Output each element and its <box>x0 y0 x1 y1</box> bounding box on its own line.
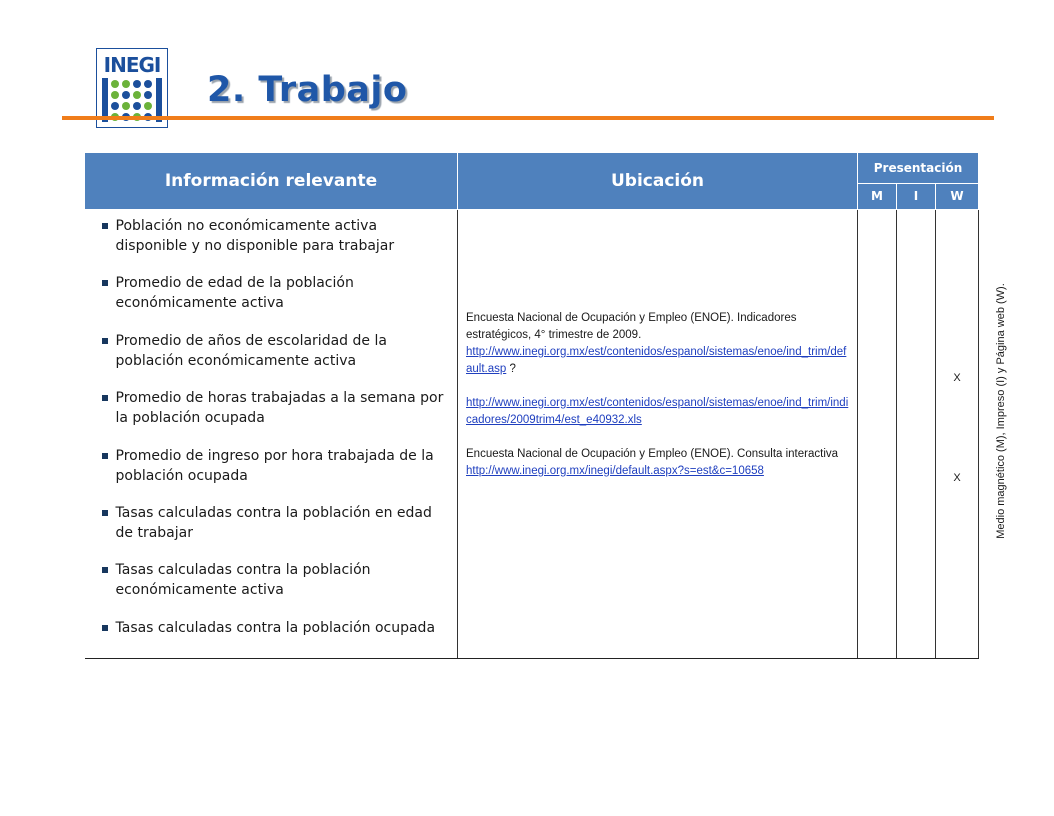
source-enoe-indicadores: Encuesta Nacional de Ocupación y Empleo (ENOE). Indicadores estratégicos, 4° trimestre de 2009. <box>466 312 797 341</box>
w-cell <box>936 210 979 659</box>
info-table <box>84 152 979 659</box>
header-presentacion: Presentación <box>858 153 979 184</box>
w-mark: X <box>953 372 961 384</box>
header-informacion: Información relevante <box>85 153 458 210</box>
side-note-text: Medio magnético (M), Impreso (I) y Página web (W). <box>995 283 1007 539</box>
table-row <box>85 210 979 659</box>
list-item-text: Promedio de edad de la población económicamente activa <box>115 275 354 312</box>
list-item-text: Tasas calculadas contra la población económicamente activa <box>115 562 371 599</box>
bullet-icon <box>102 223 108 229</box>
link-suffix: ? <box>506 363 516 375</box>
list-item-text: Promedio de ingreso por hora trabajada de la población ocupada <box>115 447 434 484</box>
list-item-text: Tasas calculadas contra la población en edad de trabajar <box>115 504 432 541</box>
info-list <box>85 210 458 638</box>
page-title: 2. Trabajo <box>207 70 408 110</box>
bullet-icon <box>102 395 108 401</box>
header-i: I <box>897 183 936 209</box>
list-item <box>102 446 454 486</box>
list-item-text: Promedio de años de escolaridad de la población económicamente activa <box>115 332 387 369</box>
link-consulta-interactiva[interactable]: http://www.inegi.org.mx/inegi/default.aspx?s=est&c=10658 <box>466 465 764 477</box>
list-item-text: Promedio de horas trabajadas a la semana por la población ocupada <box>115 390 444 427</box>
header-ubicacion: Ubicación <box>458 153 858 210</box>
bullet-icon <box>102 453 108 459</box>
informacion-cell <box>85 210 458 659</box>
w-mark: X <box>953 472 961 484</box>
bullet-icon <box>102 625 108 631</box>
header-w: W <box>936 183 979 209</box>
list-item <box>102 216 454 256</box>
list-item <box>102 503 454 543</box>
source-enoe-consulta: Encuesta Nacional de Ocupación y Empleo (ENOE). Consulta interactiva <box>466 448 839 460</box>
link-ind-trim[interactable]: http://www.inegi.org.mx/est/contenidos/espanol/sistemas/enoe/ind_trim/default.asp <box>466 346 847 375</box>
side-note <box>992 256 1010 566</box>
bullet-icon <box>102 338 108 344</box>
bullet-icon <box>102 510 108 516</box>
ubicacion-cell <box>458 210 858 659</box>
list-item <box>102 560 454 600</box>
list-item <box>102 273 454 313</box>
list-item <box>102 618 454 638</box>
list-item-text: Tasas calculadas contra la población ocupada <box>115 619 436 636</box>
header-m: M <box>858 183 897 209</box>
m-cell <box>858 210 897 659</box>
link-xls-indicadores[interactable]: http://www.inegi.org.mx/est/contenidos/espanol/sistemas/enoe/ind_trim/indicadores/2009trim4/est_e40932.xls <box>466 397 849 426</box>
list-item <box>102 388 454 428</box>
svg-text:INEGI: INEGI <box>103 53 161 77</box>
bullet-icon <box>102 280 108 286</box>
list-item-text: Población no económicamente activa disponible y no disponible para trabajar <box>115 218 395 254</box>
header-rule <box>62 116 994 120</box>
i-cell <box>897 210 936 659</box>
bullet-icon <box>102 567 108 573</box>
list-item <box>102 331 454 371</box>
